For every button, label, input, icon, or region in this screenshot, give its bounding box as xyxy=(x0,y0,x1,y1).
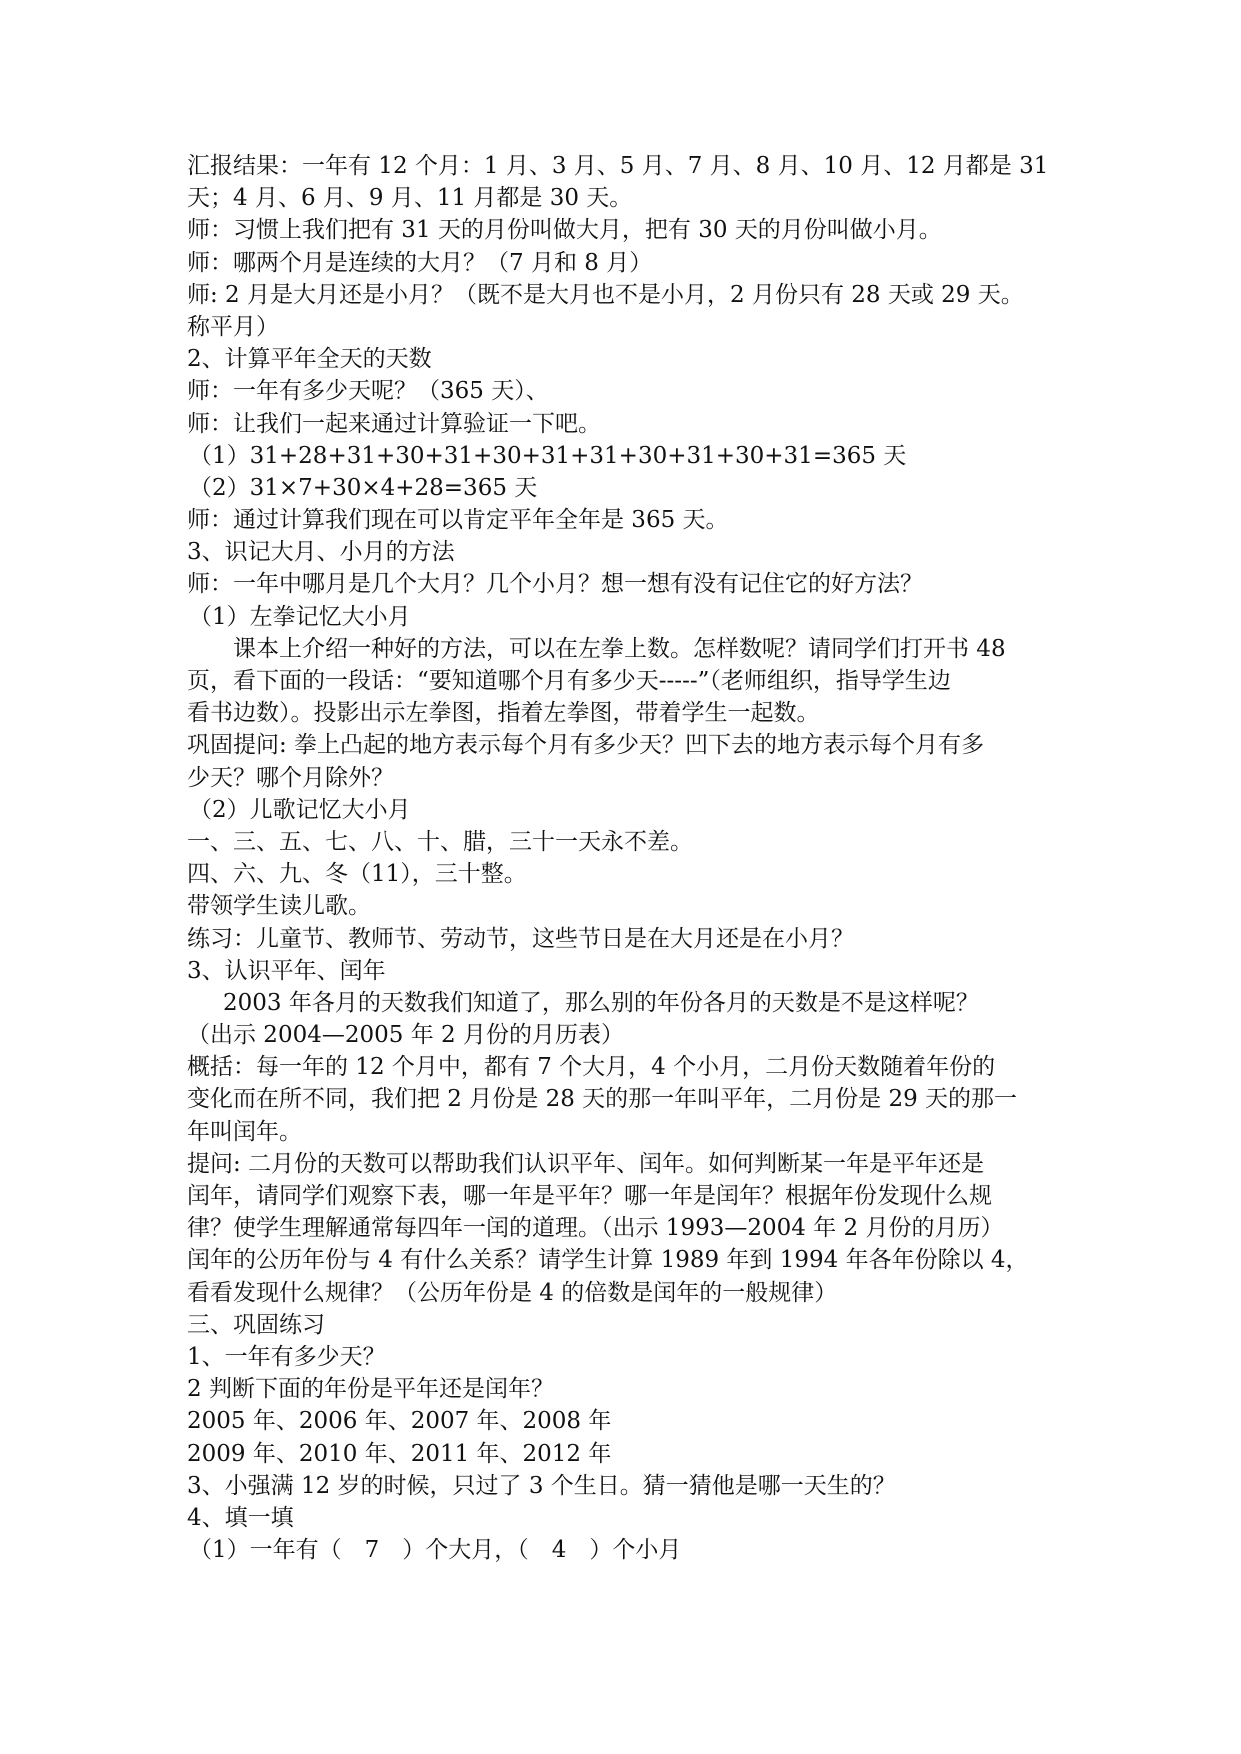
section-heading: 三、巩固练习 xyxy=(187,1311,325,1338)
exercise-item: 2 判断下面的年份是平年还是闰年？ xyxy=(187,1376,554,1403)
text-line: 看看发现什么规律？（公历年份是 4 的倍数是闰年的一般规律） xyxy=(187,1279,838,1306)
text-line: 称平月） xyxy=(187,313,279,340)
subheading: （1）左拳记忆大小月 xyxy=(189,603,411,630)
subheading: （2）儿歌记忆大小月 xyxy=(189,796,411,823)
text-line: 变化而在所不同，我们把 2 月份是 28 天的那一年叫平年，二月份是 29 天的那一 xyxy=(187,1086,1018,1113)
exercise-item: 3、小强满 12 岁的时候，只过了 3 个生日。猜一猜他是哪一天生的？ xyxy=(187,1472,896,1499)
text-line: 年叫闰年。 xyxy=(187,1118,302,1145)
text-line: 四、六、九、冬（11），三十整。 xyxy=(187,861,527,888)
text-line: 师: 2 月是大月还是小月？（既不是大月也不是小月，2 月份只有 28 天或 29 天。 xyxy=(187,281,1024,308)
text-line: 师：一年有多少天呢？（365 天）、 xyxy=(187,378,549,405)
formula-line: （1）31+28+31+30+31+30+31+31+30+31+30+31=365 天 xyxy=(189,442,907,469)
text-line: 汇报结果：一年有 12 个月：1 月、3 月、5 月、7 月、8 月、10 月、12 月都是 31 xyxy=(187,153,1049,179)
section-heading: 3、认识平年、闰年 xyxy=(187,957,386,984)
text-line: 概括：每一年的 12 个月中，都有 7 个大月，4 个小月，二月份天数随着年份的 xyxy=(187,1054,996,1081)
formula-line: （2）31×7+30×4+28=365 天 xyxy=(189,474,538,501)
text-line: 闰年，请同学们观察下表，哪一年是平年？哪一年是闰年？根据年份发现什么规 xyxy=(187,1183,992,1209)
exercise-item: 4、填一填 xyxy=(187,1504,294,1531)
text-line: 巩固提问: 拳上凸起的地方表示每个月有多少天？凹下去的地方表示每个月有多 xyxy=(187,732,985,759)
text-line: 师：让我们一起来通过计算验证一下吧。 xyxy=(187,410,601,437)
document-body xyxy=(187,150,1059,1566)
text-line: 少天？哪个月除外？ xyxy=(187,764,394,791)
section-heading: 2、计算平年全天的天数 xyxy=(187,346,432,373)
text-line: 一、三、五、七、八、十、腊，三十一天永不差。 xyxy=(187,828,693,855)
text-line: 师：哪两个月是连续的大月？（7 月和 8 月） xyxy=(187,249,653,276)
text-line: 课本上介绍一种好的方法，可以在左拳上数。怎样数呢？请同学们打开书 48 xyxy=(233,635,1006,662)
text-line: 提问: 二月份的天数可以帮助我们认识平年、闰年。如何判断某一年是平年还是 xyxy=(187,1150,985,1177)
text-line: 师：习惯上我们把有 31 天的月份叫做大月，把有 30 天的月份叫做小月。 xyxy=(187,217,942,244)
text-line: 师：通过计算我们现在可以肯定平年全年是 365 天。 xyxy=(187,507,729,534)
section-heading: 3、识记大月、小月的方法 xyxy=(187,539,455,566)
text-line: 2003 年各月的天数我们知道了，那么别的年份各月的天数是不是这样呢？ xyxy=(223,989,979,1016)
text-line: 律？使学生理解通常每四年一闰的道理。（出示 1993—2004 年 2 月份的月历） xyxy=(187,1215,1004,1242)
text-line: 页，看下面的一段话：“要知道哪个月有多少天-----”（老师组织，指导学生边 xyxy=(187,668,951,694)
text-line: 练习：儿童节、教师节、劳动节，这些节日是在大月还是在小月？ xyxy=(187,925,854,952)
text-line: （出示 2004—2005 年 2 月份的月历表） xyxy=(187,1022,624,1049)
text-line: 师：一年中哪月是几个大月？几个小月？想一想有没有记住它的好方法？ xyxy=(187,571,923,598)
text-line: 天；4 月、6 月、9 月、11 月都是 30 天。 xyxy=(187,185,633,212)
text-line: 带领学生读儿歌。 xyxy=(187,893,371,920)
text-line: （1）一年有（ 7 ）个大月，（ 4 ）个小月 xyxy=(189,1537,682,1564)
text-line: 闰年的公历年份与 4 有什么关系？请学生计算 1989 年到 1994 年各年份除以 4， xyxy=(187,1247,1029,1274)
exercise-item: 1、一年有多少天？ xyxy=(187,1343,386,1370)
text-line: 2009 年、2010 年、2011 年、2012 年 xyxy=(187,1440,612,1467)
text-line: 2005 年、2006 年、2007 年、2008 年 xyxy=(187,1408,612,1435)
text-line: 看书边数）。投影出示左拳图，指着左拳图，带着学生一起数。 xyxy=(187,700,820,727)
